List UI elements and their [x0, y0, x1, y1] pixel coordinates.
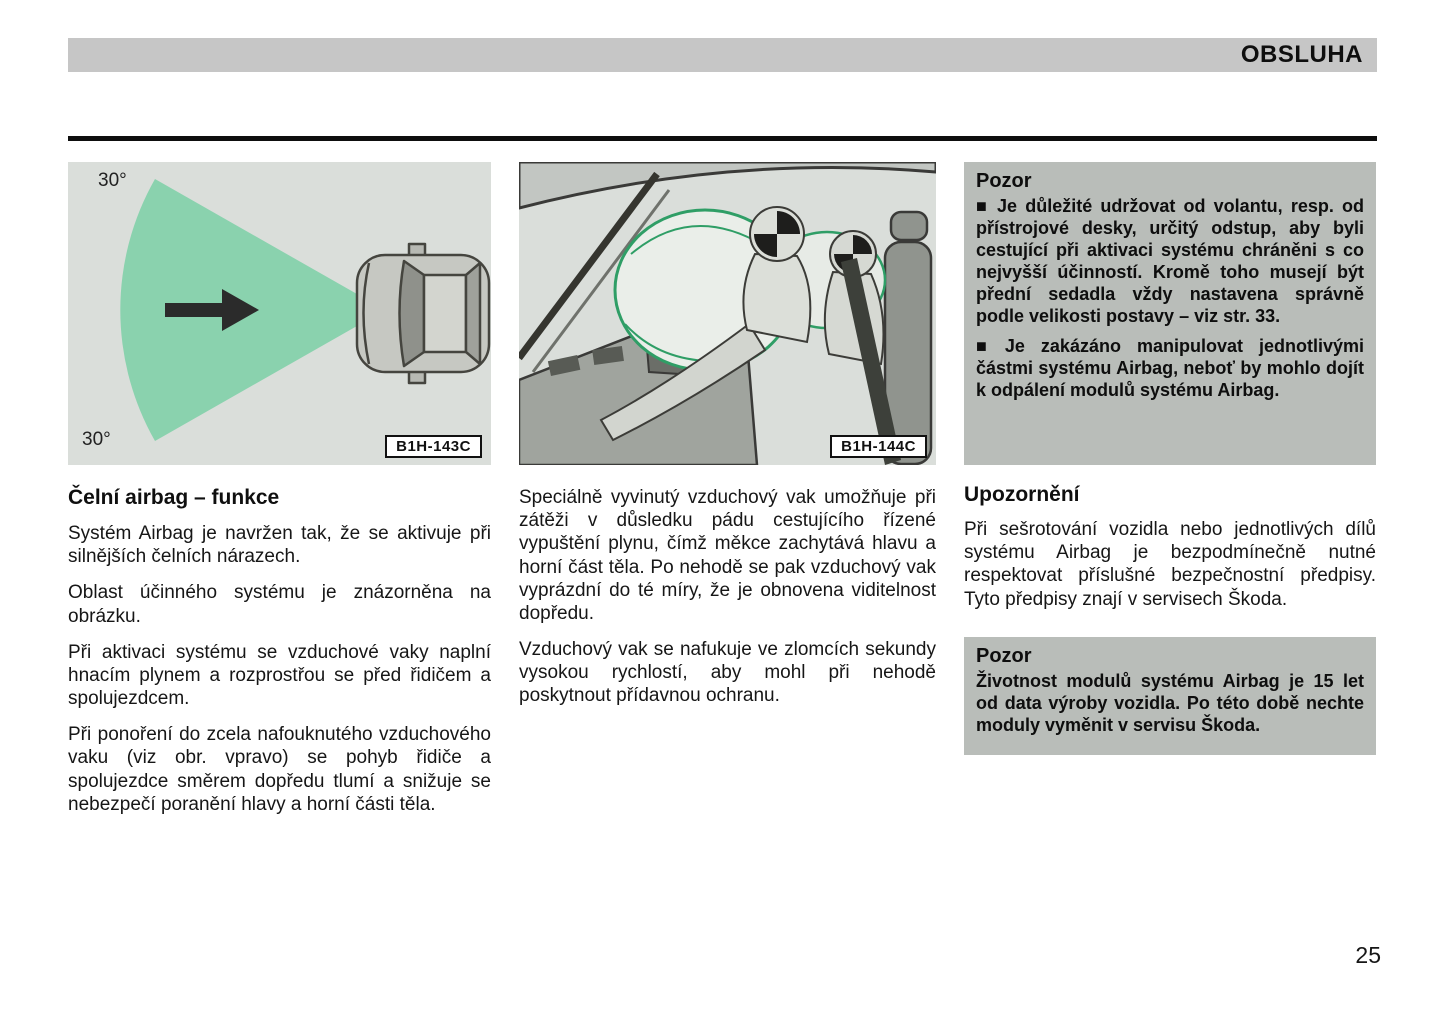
column-right	[964, 162, 1376, 829]
section-title: OBSLUHA	[1240, 41, 1363, 68]
warning-box-module-lifetime	[964, 637, 1376, 755]
note-heading: Upozornění	[964, 483, 1080, 506]
figure-airbag-deployed	[519, 162, 936, 465]
square-bullet-icon: ■	[976, 196, 991, 216]
warning-title: Pozor	[976, 170, 1032, 192]
note-body-text	[964, 518, 1376, 611]
paragraph: Při ponoření do zcela nafouknutého vzduchového vaku (viz obr. vpravo) se pohyb řidiče a spolujezdce směrem dopředu tlumí a snižuje se nebezpečí poranění hlavy a horní části těla.	[68, 724, 491, 815]
square-bullet-icon: ■	[976, 335, 998, 356]
warning-box-airbag-handling	[964, 162, 1376, 465]
airbag-deployed-illustration	[519, 162, 936, 465]
page-number: 25	[1355, 942, 1381, 968]
zone-angle-top: 30°	[98, 170, 127, 191]
paragraph: Při sešrotování vozidla nebo jednotlivých dílů systému Airbag je bezpodmínečně nutné respektovat příslušné bezpečnostní předpisy. Tyto předpisy znají v servisech Škoda.	[964, 519, 1376, 610]
section-heading: Čelní airbag – funkce	[68, 486, 280, 509]
figure-airbag-zone	[68, 162, 491, 465]
divider-rule	[68, 136, 1377, 141]
paragraph: Při aktivaci systému se vzduchové vaky naplní hnacím plynem a rozprostřou se před řidičem a spolujezdcem.	[68, 641, 491, 710]
column-middle	[519, 162, 936, 829]
column-left	[68, 162, 491, 829]
car-top-view	[357, 244, 489, 383]
warning-title: Pozor	[976, 644, 1032, 667]
paragraph: Vzduchový vak se nafukuje ve zlomcích sekundy vysokou rychlostí, aby mohl při nehodě poskytnout přídavnou ochranu.	[519, 639, 936, 707]
warning-text: Životnost modulů systému Airbag je 15 let od data výroby vozidla. Po této době nechte moduly vyměnit v servisu Škoda.	[976, 670, 1364, 735]
airbag-zone-illustration	[68, 162, 491, 465]
middle-body-text	[519, 486, 936, 708]
paragraph: Systém Airbag je navržen tak, že se aktivuje při silnějších čelních nárazech.	[68, 523, 491, 568]
paragraph: Oblast účinného systému je znázorněna na obrázku.	[68, 582, 491, 627]
left-body-text	[68, 522, 491, 816]
figure-code-label: B1H-143C	[385, 435, 482, 458]
header-bar	[68, 38, 1377, 72]
zone-angle-bottom: 30°	[82, 429, 111, 450]
warning-item	[976, 196, 1364, 328]
content-grid	[68, 162, 1377, 829]
paragraph: Speciálně vyvinutý vzduchový vak umožňuje při zátěži v důsledku pádu cestujícího řízené vypuštění plynu, čímž měkce zachytává hlavu a horní část těla. Po nehodě se pak vzduchový vak vyprázdní do té míry, že je obnovena viditelnost dopředu.	[519, 487, 936, 624]
figure-code-label: B1H-144C	[830, 435, 927, 458]
warning-item	[976, 336, 1364, 402]
warning-item-text: Je zakázáno manipulovat jednotlivými částmi systému Airbag, neboť by mohlo dojít k odpálení modulů systému Airbag.	[976, 335, 1365, 400]
warning-item-text: Je důležité udržovat od volantu, resp. od přístrojové desky, určitý odstup, aby byli cestující při aktivaci systému chráněni s co nejvyšší účinností. Kromě toho musejí být přední sedadla vždy nastavena správně podle velikosti postavy – viz str. 33.	[976, 196, 1365, 326]
